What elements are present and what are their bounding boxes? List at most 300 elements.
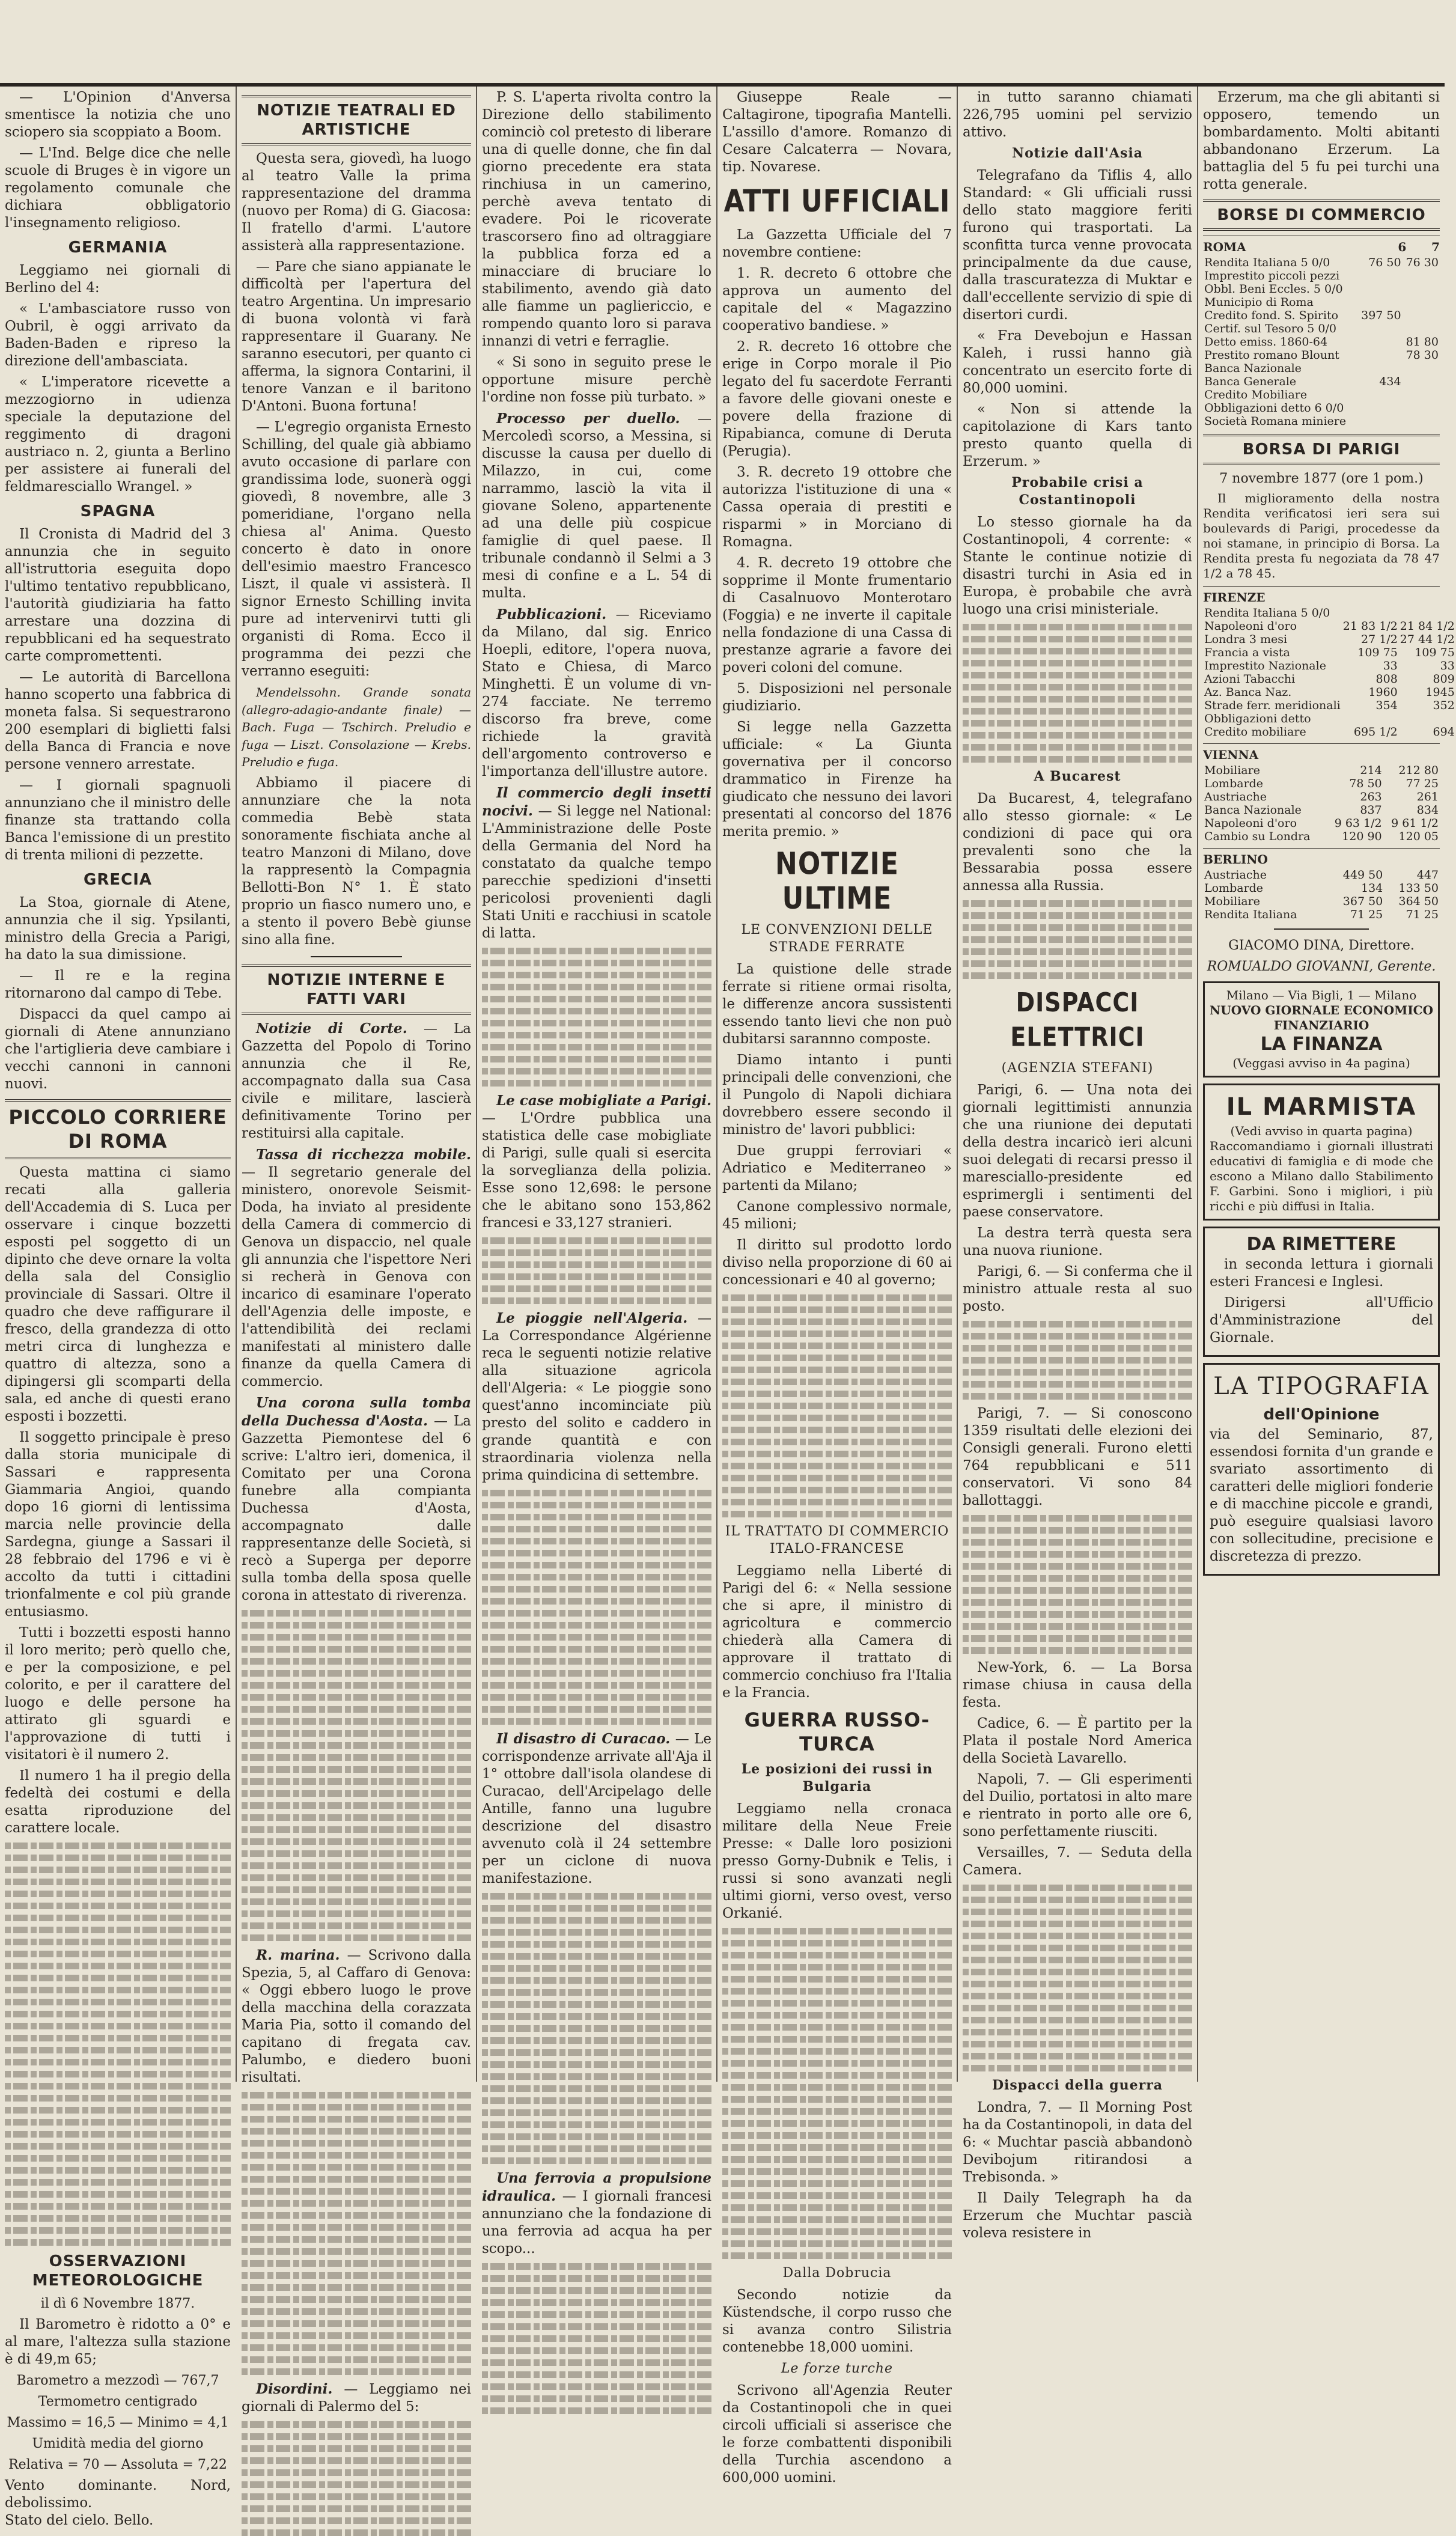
security-name: Banca Nazionale — [1204, 803, 1302, 817]
section-heading-parigi: BORSA DI PARIGI — [1203, 434, 1440, 465]
paragraph: Si legge nella Gazzetta ufficiale: « La Giunta governativa per il concorso drammatico in Firenze ha giudicato che nessuno dei lavori presentati al concorso del 1876 merita premio. » — [722, 719, 952, 840]
item-title: Tassa di ricchezza mobile. — [256, 1147, 471, 1163]
divider — [1274, 928, 1369, 930]
section-heading-spagna: SPAGNA — [80, 502, 156, 520]
paragraph: Il Daily Telegraph ha da Erzerum che Muchtar pascià voleva resistere in — [963, 2190, 1192, 2241]
paragraph: Diamo intanto i punti principali delle convenzioni, che il Pungolo di Napoli dichiara dovrebbero essere secondo il ministro de' lavori pubblici: — [722, 1052, 952, 1138]
quote-value: 447 — [1416, 868, 1439, 882]
quote-value — [1357, 388, 1402, 401]
quote-row — [1203, 269, 1440, 282]
section-heading-germania: GERMANIA — [68, 239, 168, 257]
ad-line: (Veggasi avviso in 4a pagina) — [1232, 1056, 1410, 1070]
paragraph: Questa mattina ci siamo recati alla galleria dell'Accademia di S. Luca per osservare i cinque bozzetti esposti pel soggetto di un dipinto che deve ornare la volta della sala del Consiglio provinciale di Sassari. Oltre il quadro che deve raffigurare il fresco, della grandezza di otto metri circa di lunghezza e quattro di altezza, sono a dipingersi gli scomparti della sala, ed anche di questi erano esposti i bozzetti. — [5, 1165, 231, 1424]
quote-value: 78 50 — [1349, 777, 1382, 790]
quote-row — [1203, 633, 1456, 646]
paragraph — [242, 1020, 471, 1142]
quote-value — [1357, 296, 1402, 309]
quote-value — [1403, 401, 1440, 415]
security-name: Obbl. Beni Eccles. 5 0/0 — [1204, 282, 1343, 296]
column-3 — [477, 89, 716, 2257]
security-name: Imprestito Nazionale — [1204, 659, 1326, 672]
subheading: Dispacci della guerra — [991, 2077, 1163, 2093]
paragraph: Giuseppe Reale — Caltagirone, tipografia Mantelli. L'assillo d'amore. Romanzo di Cesare Calcaterra — Novara, tip. Novarese. — [722, 90, 952, 175]
security-name: Banca Generale — [1204, 375, 1297, 388]
quote-value: 364 50 — [1398, 895, 1439, 908]
quote-value: 120 05 — [1398, 830, 1439, 843]
item-title: Il disastro di Curacao. — [496, 1731, 671, 1747]
quote-row — [1203, 908, 1440, 921]
item-title: Notizie di Corte. — [256, 1020, 407, 1037]
paragraph: 1. R. decreto 6 ottobre che approva un aumento del capitale del « Magazzino cooperativo bandiese. » — [722, 266, 952, 334]
security-name: Lombarde — [1204, 882, 1264, 895]
paragraph: « Fra Devebojun e Hassan Kaleh, i russi hanno già concentrato un esercito forte di 80,000 uomini. — [963, 328, 1192, 396]
column-5 — [958, 89, 1197, 2241]
subheading: (AGENZIA STEFANI) — [1001, 1061, 1154, 1076]
quote-value — [1342, 712, 1399, 725]
quote-row — [1203, 672, 1456, 686]
quote-row — [1203, 882, 1440, 895]
quote-value: 808 — [1375, 672, 1398, 686]
paragraph: Parigi, 6. — Si conferma che il ministro attuale resta al suo posto. — [963, 1264, 1192, 1314]
quote-value — [1403, 282, 1440, 296]
quote-value — [1399, 712, 1456, 725]
paragraph — [242, 1394, 471, 1605]
paragraph: « L'imperatore ricevette a mezzogiorno in udienza speciale la deputazione del reggimento di dragoni austriaco n. 2, giunta a Berlino per assistere ai funerali del feldmaresciallo Wrangel. » — [5, 374, 231, 495]
quote-value: 352 — [1433, 699, 1455, 712]
paragraph — [482, 1730, 711, 1888]
paragraph: 4. R. decreto 19 ottobre che sopprime il Monte frumentario di Casalnuovo Monterotaro (Foggia) e ne inverte il capitale nella fondazione di una Cassa di prestanze agrarie a favore dei poveri coloni del comune. — [722, 555, 952, 675]
paragraph: Telegrafano da Tiflis 4, allo Standard: « Gli ufficiali russi dello stato maggiore feriti furono qui trasportati. La sconfitta turca venne provocata principalmente da due cause, dalla trascuratezza di Muktar e dall'eccellente servizio di spie di disertori curdi. — [963, 168, 1192, 323]
security-name: Prestito romano Blount — [1204, 349, 1339, 362]
paragraph: Lo stesso giornale ha da Costantinopoli, 4 corrente: « Stante le continue notizie di disastri turchi in Asia ed in Europa, è probabile che avrà luogo una crisi ministeriale. — [963, 514, 1192, 617]
text-filler — [722, 1928, 952, 2259]
quote-row — [1203, 659, 1456, 672]
item-title: Pubblicazioni. — [496, 606, 607, 623]
meteo-date: il dì 6 Novembre 1877. — [40, 2296, 195, 2311]
paragraph: Abbiamo il piacere di annunziare che la nota commedia Bebè stata sonoramente fischiata anche al teatro Manzoni di Milano, dove la rappresentò la Compagnia Bellotti-Bon N° 1. È stato proprio un fiasco numero uno, e a stento il povero Bebè giunse sino alla fine. — [242, 775, 471, 948]
text-filler — [482, 1490, 711, 1725]
quote-value: 9 63 1/2 — [1334, 817, 1382, 830]
quote-value: 33 — [1383, 659, 1398, 672]
column-2 — [237, 89, 476, 2415]
security-name: Austriache — [1204, 790, 1267, 803]
market-name: VIENNA — [1203, 748, 1259, 762]
paragraph: Versailles, 7. — Seduta della Camera. — [963, 1845, 1192, 1878]
item-text: — Leggiamo nei giornali di Palermo del 5: — [242, 2382, 471, 2415]
quote-value: 834 — [1416, 803, 1439, 817]
text-filler — [963, 624, 1192, 763]
security-name: Mobiliare — [1204, 895, 1260, 908]
ad-title: IL MARMISTA — [1226, 1093, 1417, 1121]
paragraph: Napoli, 7. — Gli esperimenti del Duilio, portatosi in alto mare e rientrato in porto alle ore 6, sono perfettamente riusciti. — [963, 1772, 1192, 1840]
section-heading-interne: NOTIZIE INTERNE E FATTI VARI — [242, 965, 471, 1015]
paragraph: Il diritto sul prodotto lordo diviso nella proporzione di 60 ai concessionari e 40 al governo; — [722, 1237, 952, 1288]
quote-value: 397 50 — [1361, 309, 1401, 322]
paragraph: Tutti i bozzetti esposti hanno il loro merito; però quello che, e per la composizione, e pel colorito, e per il carattere del luogo e delle persone ha attirato gli sguardi e l'approvazione di tutti i visitatori è il numero 2. — [5, 1625, 231, 1763]
quote-row — [1203, 362, 1440, 375]
ad-subtitle: dell'Opinione — [1263, 1406, 1380, 1424]
security-name: Municipio di Roma — [1204, 296, 1314, 309]
paragraph: La quistione delle strade ferrate si ritiene ormai risolta, le differenze ancora sussistenti essendo tanto lievi che non può dubitarsi sarannno composte. — [722, 962, 952, 1047]
item-text: — Si legge nel National: L'Amministrazione delle Poste della Germania del Nord ha constatato da qualche tempo parecchie spedizioni d'insetti pericolosi provenienti dagli Stati Uniti e racchiusi in scatole di latta. — [482, 803, 712, 941]
paragraph: — L'egregio organista Ernesto Schilling, del quale già abbiamo avuto occasione di parlare con grandissima lode, suonerà oggi giovedì, 8 novembre, alle 3 pomeridiane, l'organo nella chiesa al' Anima. Questo concerto è dato in onore dell'esimio maestro Francesco Liszt, il quale vi assisterà. Il signor Ernesto Schilling invita pure ad intervenirvi tutti gli organisti di Roma. Ecco il programma dei pezzi che verranno eseguiti: — [242, 419, 471, 679]
column-4 — [717, 89, 957, 2486]
quote-table-roma — [1203, 256, 1440, 428]
meteo-line: Massimo = 16,5 — Minimo = 4,1 — [7, 2415, 229, 2430]
section-heading-grecia: GRECIA — [84, 871, 152, 889]
ad-line: via del Seminario, 87, essendosi fornita d'un grande e svariato assortimento di caratteri delle migliori fonderie e di macchine piccole e grandi, può eseguire qualsiasi lavoro con sollecitudine, precisione e discretezza di prezzo. — [1210, 1427, 1433, 1564]
quote-value — [1403, 415, 1440, 428]
quote-header-firenze — [1203, 586, 1440, 606]
meteo-line: Il Barometro è ridotto a 0° e al mare, l'altezza sulla stazione è di 49,m 65; — [5, 2317, 231, 2367]
quote-value — [1403, 375, 1440, 388]
paragraph: La destra terrà questa sera una nuova riunione. — [963, 1225, 1192, 1258]
subheading: Notizie dall'Asia — [1012, 145, 1143, 161]
quote-value — [1357, 282, 1402, 296]
text-filler — [722, 1294, 952, 1517]
quote-value: 809 — [1433, 672, 1455, 686]
top-rule — [0, 83, 1445, 87]
quote-value — [1403, 296, 1440, 309]
quote-row — [1203, 699, 1456, 712]
quote-row — [1203, 335, 1440, 349]
paragraph: Parigi, 6. — Una nota dei giornali legittimisti annunzia che una riunione dei deputati della destra incaricò ieri alcuni suoi delegati di recarsi presso il maresciallo-presidente ed esprimergli i sentimenti del paese conservatore. — [963, 1082, 1192, 1220]
quote-value: 354 — [1375, 699, 1398, 712]
paragraph: Il soggetto principale è preso dalla storia municipale di Sassari e rappresenta Giammaria Angioi, quando dopo 16 giorni di lentissima marcia nelle provincie della Sardegna, giunge a Sassari il 28 febbraio del 1796 e vi è accolto da tutti i cittadini trionfalmente e col più grande entusiasmo. — [5, 1430, 231, 1620]
text-filler — [963, 1321, 1192, 1400]
item-text: — Il segretario generale del ministero, onorevole Seismit-Doda, ha inviato al presidente della Camera di commercio di Genova un dispaccio, nel quale gli annunzia che l'ispettore Neri si recherà in Genova con incarico di esaminare l'operato dell'Agenzia delle imposte, e l'attendibilità dei reclami manifestati al ministero dalle finanze da quella Camera di commercio. — [242, 1165, 471, 1389]
subheading: Probabile crisi a Costantinopoli — [1011, 475, 1144, 508]
quote-value: 449 50 — [1342, 868, 1383, 882]
section-heading-dispacci: DISPACCI ELETTRICI — [1010, 987, 1145, 1053]
quote-value: 21 83 1/2 — [1342, 620, 1398, 633]
item-text: — Riceviamo da Milano, dal sig. Enrico Hoepli, editore, l'opera nuova, Stato e Chiesa, di Marco Minghetti. È un volume di vn-274 facciate. Ne terremo discorso fra breve, come richiede la gravità dell'argomento controverso e l'importanza dell'illustre autore. — [482, 607, 711, 779]
quote-value: 212 80 — [1398, 764, 1439, 777]
security-name: Obbligazioni detto 6 0/0 — [1204, 401, 1344, 415]
quote-row — [1203, 296, 1440, 309]
quote-value — [1357, 362, 1402, 375]
quote-value: 694 — [1433, 725, 1455, 739]
quote-row — [1203, 309, 1440, 322]
meteo-line: Barometro a mezzodì — 767,7 — [16, 2373, 219, 2388]
item-title: Una ferrovia a propulsione idraulica. — [482, 2170, 711, 2204]
paragraph — [482, 606, 711, 781]
ad-marmista — [1203, 1084, 1440, 1221]
ad-title: DA RIMETTERE — [1246, 1234, 1397, 1255]
paragraph: Scrivono all'Agenzia Reuter da Costantinopoli che in quei circoli ufficiali si asserisce che le forze combattenti disponibili della Turchia ascendono a 600,000 uomini. — [722, 2383, 952, 2486]
item-text: — I giornali francesi annunziano che la fondazione di una ferrovia ad acqua ha per scopo... — [482, 2189, 711, 2257]
quote-value — [1403, 309, 1440, 322]
paragraph: Il miglioramento della nostra Rendita verificatosi ieri sera sui boulevards di Parigi, procedesse da noi stamane, in principio di Borsa. La Rendita presta fu negoziata da 78 47 1/2 a 78 45. — [1203, 491, 1440, 581]
text-filler — [963, 1515, 1192, 1654]
paragraph: 5. Disposizioni nel personale giudiziario. — [722, 681, 952, 714]
security-name: Credito mobiliare — [1204, 725, 1306, 739]
quote-value: 134 — [1361, 882, 1383, 895]
item-title: Processo per duello. — [496, 410, 680, 427]
quote-value: 21 84 1/2 — [1400, 620, 1455, 633]
quote-row — [1203, 375, 1440, 388]
quote-row — [1203, 388, 1440, 401]
paragraph: Erzerum, ma che gli abitanti si opposero, temendo un bombardamento. Molti abitanti abbandonano Erzerum. La battaglia del 5 fu pei turchi una rotta generale. — [1203, 90, 1440, 192]
paragraph — [482, 1092, 711, 1232]
quote-value: 27 1/2 — [1360, 633, 1398, 646]
quote-value — [1399, 606, 1456, 620]
ad-tipografia — [1203, 1363, 1440, 1576]
text-filler — [963, 1885, 1192, 2071]
quote-value: 77 25 — [1406, 777, 1439, 790]
parigi-date: 7 novembre 1877 (ore 1 pom.) — [1219, 471, 1424, 486]
section-heading-piccolo-corriere: PICCOLO CORRIERE DI ROMA — [5, 1099, 231, 1159]
quote-value: 76 30 — [1406, 256, 1439, 269]
paragraph: Canone complessivo normale, 45 milioni; — [722, 1199, 952, 1232]
paragraph — [482, 784, 711, 942]
brief: — L'Opinion d'Anversa smentisce la notizia che uno sciopero sia scoppiato a Boom. — [5, 90, 231, 140]
quote-value — [1357, 401, 1402, 415]
security-name: Napoleoni d'oro — [1204, 620, 1297, 633]
paragraph — [482, 1309, 711, 1484]
quote-row — [1203, 803, 1440, 817]
quote-value: 71 25 — [1406, 908, 1439, 921]
paragraph: Da Bucarest, 4, telegrafano allo stesso giornale: « Le condizioni di pace qui ora prevalenti sono che la Bessarabia possa essere annessa alla Russia. — [963, 791, 1192, 894]
ad-line: in seconda lettura i giornali esteri Francesi e Inglesi. — [1210, 1257, 1433, 1290]
quote-row — [1203, 764, 1440, 777]
item-title: R. marina. — [256, 1947, 340, 1963]
quote-row — [1203, 620, 1456, 633]
security-name: Credito Mobiliare — [1204, 388, 1308, 401]
paragraph: — Il re e la regina ritornarono dal campo di Tebe. — [5, 968, 231, 1001]
meteo-line: Umidità media del giorno — [32, 2436, 204, 2451]
paragraph: Leggiamo nella cronaca militare della Neue Freie Presse: « Dalle loro posizioni presso Gorny-Dubnik e Telis, i russi si sono avanzati negli ultimi giorni, verso ovest, verso Orkanié. — [722, 1801, 952, 1921]
ad-line: Raccomandiamo i giornali illustrati educativi di famiglia e di mode che escono a Milano dallo Stabilimento F. Garbini. Sono i migliori, i più ricchi e più diffusi in Italia. — [1210, 1139, 1433, 1213]
security-name: Austriache — [1204, 868, 1267, 882]
item-title: Le case mobigliate a Parigi. — [496, 1093, 711, 1109]
security-name: Azioni Tabacchi — [1204, 672, 1296, 686]
paragraph: in tutto saranno chiamati 226,795 uomini pel servizio attivo. — [963, 90, 1192, 140]
paragraph: — Le autorità di Barcellona hanno scoperto una fabbrica di moneta falsa. Si sequestrarono 200 esemplari di biglietti falsi della Banca di Francia e nove persone vennero arrestate. — [5, 669, 231, 772]
quote-row — [1203, 817, 1440, 830]
paragraph: New-York, 6. — La Borsa rimase chiusa in causa della festa. — [963, 1660, 1192, 1710]
paragraph: — Pare che siano appianate le difficoltà per l'apertura del teatro Argentina. Un impresario di buona volontà vi farà rappresentare il Guarany. Ne saranno esecutori, per quanto ci afferma, la signora Contarini, il tenore Vanzan e il baritono D'Antoni. Buona fortuna! — [242, 259, 471, 414]
paragraph: 2. R. decreto 16 ottobre che erige in Corpo morale il Pio legato del fu sacerdote Ferranti a favore delle giovani oneste e povere della frazione di Ripabianca, comune di Deruta (Perugia). — [722, 339, 952, 459]
ad-title: LA TIPOGRAFIA — [1213, 1373, 1430, 1400]
paragraph — [482, 2169, 711, 2258]
item-title: Una corona sulla tomba della Duchessa d'Aosta. — [242, 1395, 471, 1429]
quote-value — [1357, 269, 1402, 282]
quote-value: 837 — [1360, 803, 1382, 817]
paragraph: — I giornali spagnuoli annunziano che il ministro delle finanze sta trattando colla Banca l'emissione di un prestito di trenta milioni di pezzette. — [5, 778, 231, 863]
quote-row — [1203, 322, 1440, 335]
quote-row — [1203, 686, 1456, 699]
ad-line: NUOVO GIORNALE ECONOMICO FINANZIARIO — [1210, 1003, 1434, 1032]
security-name: Lombarde — [1204, 777, 1264, 790]
paragraph: « L'ambasciatore russo von Oubril, è oggi arrivato da Baden-Baden e ripreso la direzione dell'ambasciata. — [5, 301, 231, 369]
text-filler — [482, 948, 711, 1087]
security-name: Banca Nazionale — [1204, 362, 1302, 375]
item-text: — Le corrispondenze arrivate all'Aja il 1° ottobre dall'isola olandese di Curacao, dell'Arcipelago delle Antille, fanno una lugubre descrizione del disastro avvenuto colà il 24 settembre per un ciclone di nuova manifestazione. — [482, 1731, 711, 1886]
quote-header-vienna — [1203, 743, 1440, 764]
quote-value — [1357, 415, 1402, 428]
quote-value: 71 25 — [1350, 908, 1383, 921]
quote-row — [1203, 777, 1440, 790]
paragraph: Leggiamo nella Liberté di Parigi del 6: « Nella sessione che si apre, il ministro di agricoltura e commercio chiederà alla Camera di approvare il trattato di commercio conchiuso fra l'Italia e la Francia. — [722, 1563, 952, 1701]
quote-value: 367 50 — [1342, 895, 1383, 908]
subheading: A Bucarest — [1034, 769, 1121, 784]
subheading-trattato: IL TRATTATO DI COMMERCIO ITALO-FRANCESE — [725, 1524, 949, 1556]
quote-row — [1203, 868, 1440, 882]
item-title: Il commercio degli insetti nocivi. — [482, 785, 711, 819]
subheading: Le posizioni dei russi in Bulgaria — [741, 1761, 933, 1794]
quote-value: 1945 — [1425, 686, 1455, 699]
paragraph: Due gruppi ferroviari « Adriatico e Mediterraneo » partenti da Milano; — [722, 1143, 952, 1193]
item-text: — La Gazzetta del Popolo di Torino annunzia che il Re, accompagnato dalla sua Casa civile e militare, lascierà definitivamente Torino per restituirsi alla capitale. — [242, 1021, 471, 1141]
quote-value: 695 1/2 — [1353, 725, 1398, 739]
quote-row — [1203, 790, 1440, 803]
paragraph: 3. R. decreto 19 ottobre che autorizza l'istituzione di una « Cassa operaia di prestiti e risparmi » in Morciano di Romagna. — [722, 465, 952, 550]
text-filler — [5, 1843, 231, 2246]
item-title: Disordini. — [256, 2381, 333, 2397]
quote-value — [1403, 269, 1440, 282]
text-filler — [242, 2421, 471, 2536]
security-name: Francia a vista — [1204, 646, 1290, 659]
ad-line: Dirigersi all'Ufficio d'Amministrazione del Giornale. — [1210, 1295, 1433, 1346]
paragraph: Il Cronista di Madrid del 3 annunzia che in seguito all'istruttoria eseguita dopo l'ultimo tentativo repubblicano, l'autorità giudiziaria ha fatto arrestare una dozzina di repubblicani ed ha sequestrato carte compromettenti. — [5, 526, 231, 664]
quote-row — [1203, 415, 1440, 428]
section-heading-guerra: GUERRA RUSSO-TURCA — [744, 1708, 930, 1755]
quote-value: 1960 — [1368, 686, 1398, 699]
quote-value: 109 75 — [1415, 646, 1455, 659]
quote-value: 120 90 — [1342, 830, 1382, 843]
security-name: Società Romana miniere — [1204, 415, 1347, 428]
paragraph: « Non si attende la capitolazione di Kars tanto presto quanto quella di Erzerum. » — [963, 401, 1192, 469]
quote-row — [1203, 712, 1456, 725]
quote-table-berlino — [1203, 868, 1440, 921]
divider — [311, 956, 403, 957]
quote-row — [1203, 830, 1440, 843]
quote-value: 133 50 — [1398, 882, 1439, 895]
quote-row — [1203, 401, 1440, 415]
quote-value: 27 44 1/2 — [1400, 633, 1455, 646]
paragraph: Questa sera, giovedì, ha luogo al teatro Valle la prima rappresentazione del dramma (nuovo per Roma) di G. Giacosa: Il fratello d'armi. L'autore assisterà alla rappresentazione. — [242, 151, 471, 254]
text-filler — [482, 1893, 711, 2164]
quote-value — [1357, 349, 1402, 362]
section-heading-osservazioni: OSSERVAZIONI METEOROLOGICHE — [32, 2252, 204, 2290]
security-name: Imprestito piccoli pezzi — [1204, 269, 1340, 282]
date-col: 6 — [1398, 240, 1407, 254]
quote-header-roma — [1203, 236, 1440, 256]
paragraph — [482, 410, 711, 602]
quote-table-firenze — [1203, 606, 1456, 739]
program: Mendelssohn. Grande sonata (allegro-adagio-andante finale) — Bach. Fuga — Tschirch. Preludio e fuga — Liszt. Consolazione — Krebs. Preludio e fuga. — [242, 685, 471, 769]
security-name: Napoleoni d'oro — [1204, 817, 1297, 830]
item-text: — La Gazzetta Piemontese del 6 scrive: L'altro ieri, domenica, il Comitato per una Corona funebre alla compianta Duchessa d'Aosta, accompagnato dalle rappresentanze delle Società, si recò a Superga per deporre sulla tomba della sposa quelle corona in attestato di riverenza. — [242, 1413, 472, 1603]
quote-value — [1342, 606, 1399, 620]
quote-value: 9 61 1/2 — [1391, 817, 1439, 830]
security-name: Obbligazioni detto — [1204, 712, 1311, 725]
security-name: Londra 3 mesi — [1204, 633, 1288, 646]
paragraph: « Si sono in seguito prese le opportune misure perchè l'ordine non fosse più turbato. » — [482, 355, 711, 405]
paragraph: P. S. L'aperta rivolta contro la Direzione dello stabilimento cominciò col pretesto di liberare una di quelle donne, che fin dal giorno precedente era stata rinchiusa in un camerino, perchè aveva tentato di evadere. Poi le ricoverate trascorsero fino ad oltraggiare la pubblica forza ed a minacciare di bruciare lo stabilimento, avendo già dato alle fiamme un pagliericcio, e rompendo quanto loro si parava innanzi di vetri e ferraglie. — [482, 90, 711, 349]
paragraph: Parigi, 7. — Si conoscono 1359 risultati delle elezioni dei Consigli generali. Furono eletti 764 repubblicani e 511 conservatori. Vi sono 84 ballottaggi. — [963, 1406, 1192, 1508]
paragraph: La Stoa, giornale di Atene, annunzia che il sig. Ypsilanti, ministro della Grecia a Parigi, ha dato la sua dimissione. — [5, 895, 231, 963]
paragraph: Londra, 7. — Il Morning Post ha da Costantinopoli, in data del 6: « Muchtar pascià abbandonò Devibojum ritirandosi a Trebisonda. » — [963, 2100, 1192, 2185]
subheading: LE CONVENZIONI DELLE STRADE FERRATE — [741, 922, 933, 955]
text-filler — [482, 1237, 711, 1304]
quote-value: 261 — [1416, 790, 1439, 803]
quote-row — [1203, 606, 1456, 620]
quote-value: 263 — [1360, 790, 1382, 803]
quote-value: 33 — [1440, 659, 1455, 672]
quote-row — [1203, 349, 1440, 362]
quote-row — [1203, 646, 1456, 659]
security-name: Detto emiss. 1860-64 — [1204, 335, 1328, 349]
security-name: Rendita Italiana — [1204, 908, 1297, 921]
ad-title: LA FINANZA — [1260, 1034, 1383, 1055]
paragraph: Secondo notizie da Küstendsche, il corpo russo che si avanza contro Silistria contenebbe 18,000 uomini. — [722, 2287, 952, 2355]
security-name: Rendita Italiana 5 0/0 — [1204, 256, 1330, 269]
item-text: — Mercoledì scorso, a Messina, si discusse la causa per duello di Milazzo, in cui, come narrammo, lasciò la vita il giovane Soleno, appartenente ad una delle più cospicue famiglie di quel paese. Il tribunale condannò il Selmi a 3 mesi di confine e a L. 54 di multa. — [482, 411, 711, 601]
subheading: Dalla Dobrucia — [782, 2266, 892, 2281]
quote-value: 434 — [1379, 375, 1401, 388]
editor: GIACOMO DINA, Direttore. — [1228, 938, 1415, 953]
quote-table-vienna — [1203, 764, 1440, 843]
subheading: Le forze turche — [781, 2361, 894, 2376]
meteo-line: Vento dominante. Nord, debolissimo. — [5, 2478, 231, 2511]
ad-finanza — [1203, 981, 1440, 1077]
text-filler — [482, 2263, 711, 2414]
security-name: Strade ferr. meridionali — [1204, 699, 1341, 712]
quote-row — [1203, 256, 1440, 269]
quote-value: 81 80 — [1406, 335, 1439, 349]
section-heading-ultime: NOTIZIE ULTIME — [775, 846, 899, 916]
quote-value: 76 50 — [1368, 256, 1401, 269]
paragraph: Leggiamo nei giornali di Berlino del 4: — [5, 263, 231, 296]
market-name: FIRENZE — [1203, 590, 1266, 605]
quote-value — [1403, 388, 1440, 401]
quote-row — [1203, 725, 1456, 739]
paragraph — [242, 2380, 471, 2416]
paragraph: Il numero 1 ha il pregio della fedeltà dei costumi e della esatta riproduzione del carattere locale. — [5, 1768, 231, 1836]
quote-header-berlino — [1203, 848, 1440, 868]
text-filler — [242, 1610, 471, 1941]
section-heading-atti: ATTI UFFICIALI — [723, 184, 951, 219]
section-heading-borse: BORSE DI COMMERCIO — [1203, 200, 1440, 231]
item-text: — L'Ordre pubblica una statistica delle case mobigliate di Parigi, sulle quali si esercita la sorveglianza della polizia. Esse sono 12,698: le persone che le abitano sono 153,862 francesi e 33,127 stranieri. — [482, 1111, 711, 1231]
ad-line: Milano — Via Bigli, 1 — Milano — [1226, 988, 1417, 1002]
ad-rimettere — [1203, 1227, 1440, 1357]
paragraph — [242, 1146, 471, 1391]
column-1 — [0, 89, 236, 2528]
security-name: Rendita Italiana 5 0/0 — [1204, 606, 1330, 620]
text-filler — [242, 2092, 471, 2375]
quote-value — [1403, 322, 1440, 335]
security-name: Certif. sul Tesoro 5 0/0 — [1204, 322, 1337, 335]
gerente: ROMUALDO GIOVANNI, Gerente. — [1207, 959, 1436, 974]
section-heading-teatrali: NOTIZIE TEATRALI ED ARTISTICHE — [242, 95, 471, 145]
meteo-line: Stato del cielo. Bello. — [5, 2513, 154, 2528]
security-name: Credito fond. S. Spirito — [1204, 309, 1339, 322]
market-name: BERLINO — [1203, 852, 1268, 867]
ad-line: (Vedi avviso in quarta pagina) — [1230, 1124, 1413, 1138]
meteo-line: Relativa = 70 — Assoluta = 7,22 — [8, 2457, 227, 2472]
quote-value: 78 30 — [1406, 349, 1439, 362]
item-text: — La Correspondance Algérienne reca le seguenti notizie relative alla situazione agricola dell'Algeria: « Le pioggie sono quest'anno incominciate più presto del solito e caddero in grande quantità e con straordinaria violenza nella prima quindicina di settembre. — [482, 1311, 712, 1483]
quote-value — [1357, 322, 1402, 335]
item-text: — Scrivono dalla Spezia, 5, al Caffaro di Genova: « Oggi ebbero luogo le prove della macchina della corazzata Maria Pia, sotto il comando del capitano di fregata cav. Palumbo, e diedero buoni risultati. — [242, 1948, 472, 2085]
meteo-line: Termometro centigrado — [38, 2394, 198, 2409]
paragraph: Dispacci da quel campo ai giornali di Atene annunziano che l'artiglieria deve cambiare i vecchi cannoni in cannoni nuovi. — [5, 1007, 231, 1092]
quote-value: 109 75 — [1357, 646, 1398, 659]
paragraph: La Gazzetta Ufficiale del 7 novembre contiene: — [722, 227, 952, 260]
